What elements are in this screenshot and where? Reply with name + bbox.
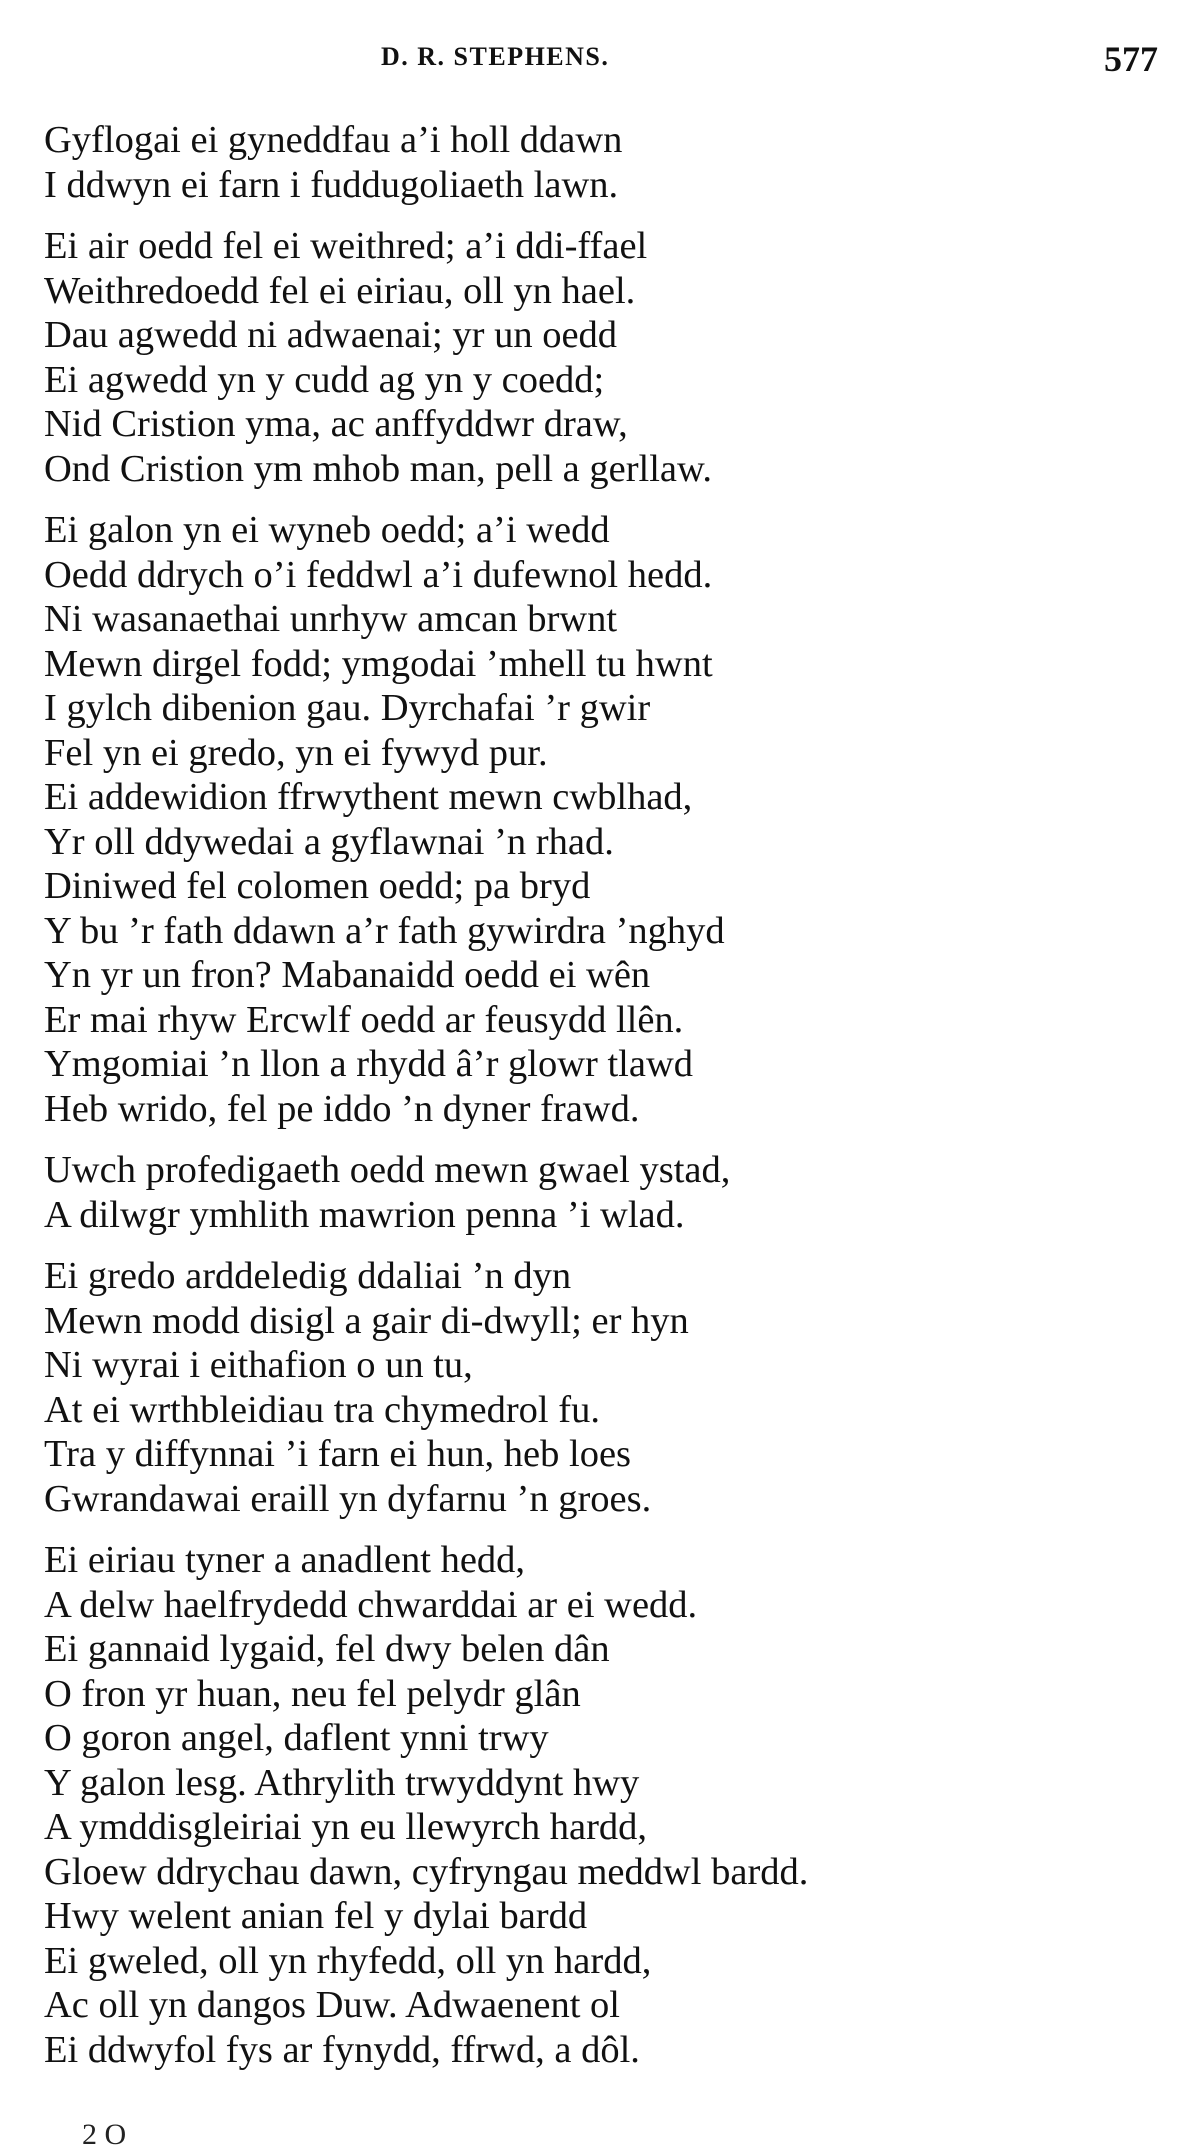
- poem-line: Gyflogai ei gyneddfau a’i holl ddawn: [44, 119, 623, 161]
- stanza-1: [44, 118, 1164, 207]
- poem-line: Ei agwedd yn y cudd ag yn y coedd;: [44, 358, 605, 401]
- poem-line: Ei addewidion ffrwythent mewn cwblhad,: [44, 776, 693, 818]
- poem-line: Ei galon yn ei wyneb oedd; a’i wedd: [44, 509, 610, 551]
- poem-line: At ei wrthbleidiau tra chymedrol fu.: [44, 1388, 600, 1431]
- poem-line: Yr oll ddywedai a gyflawnai ’n rhad.: [44, 820, 614, 863]
- poem-line: Gloew ddrychau dawn, cyfryngau meddwl bardd.: [44, 1850, 809, 1893]
- poem-line: A dilwgr ymhlith mawrion penna ’i wlad.: [44, 1193, 685, 1236]
- poem-line: Ni wasanaethai unrhyw amcan brwnt: [44, 598, 618, 640]
- poem-line: Y bu ’r fath ddawn a’r fath gywirdra ’nghyd: [44, 909, 725, 952]
- poem-line: Dau agwedd ni adwaenai; yr un oedd: [44, 314, 618, 356]
- stanza-5: [44, 1254, 1164, 1521]
- poem-line: Fel yn ei gredo, yn ei fywyd pur.: [44, 731, 548, 774]
- running-head: [0, 38, 1177, 78]
- poem-line: Heb wrido, fel pe iddo ’n dyner frawd.: [44, 1087, 640, 1130]
- stanza-6: [44, 1538, 1164, 2072]
- poem-line: A ymddisgleiriai yn eu llewyrch hardd,: [44, 1806, 648, 1848]
- running-title: D. R. STEPHENS.: [381, 42, 610, 71]
- stanza-3: [44, 508, 1164, 1131]
- stanza-4: [44, 1148, 1164, 1237]
- poem-line: Hwy welent anian fel y dylai bardd: [44, 1895, 588, 1937]
- poem-line: Uwch profedigaeth oedd mewn gwael ystad,: [44, 1149, 731, 1191]
- poem-line: A delw haelfrydedd chwarddai ar ei wedd.: [44, 1583, 698, 1626]
- poem-line: Ei air oedd fel ei weithred; a’i ddi-ffael: [44, 225, 648, 267]
- poem: [44, 118, 1164, 2089]
- poem-line: Ac oll yn dangos Duw. Adwaenent ol: [44, 1984, 620, 2026]
- poem-line: Ei gredo arddeledig ddaliai ’n dyn: [44, 1255, 572, 1297]
- poem-line: I gylch dibenion gau. Dyrchafai ’r gwir: [44, 687, 651, 729]
- poem-line: Ei gannaid lygaid, fel dwy belen dân: [44, 1628, 610, 1670]
- poem-line: I ddwyn ei farn i fuddugoliaeth lawn.: [44, 163, 619, 206]
- poem-line: Tra y diffynnai ’i farn ei hun, heb loes: [44, 1433, 632, 1475]
- signature-mark: 2 O: [82, 2118, 127, 2151]
- poem-line: Gwrandawai eraill yn dyfarnu ’n groes.: [44, 1477, 652, 1520]
- poem-line: Er mai rhyw Ercwlf oedd ar feusydd llên.: [44, 998, 684, 1041]
- poem-line: O fron yr huan, neu fel pelydr glân: [44, 1672, 581, 1715]
- poem-line: Diniwed fel colomen oedd; pa bryd: [44, 865, 591, 907]
- poem-line: Yn yr un fron? Mabanaidd oedd ei wên: [44, 954, 651, 996]
- stanza-2: [44, 224, 1164, 491]
- poem-line: Ei eiriau tyner a anadlent hedd,: [44, 1539, 526, 1581]
- poem-line: O goron angel, daflent ynni trwy: [44, 1717, 549, 1759]
- page-number: 577: [1104, 39, 1158, 79]
- poem-line: Mewn modd disigl a gair di-dwyll; er hyn: [44, 1299, 689, 1342]
- poem-line: Ei gweled, oll yn rhyfedd, oll yn hardd,: [44, 1939, 652, 1982]
- poem-line: Y galon lesg. Athrylith trwyddynt hwy: [44, 1761, 640, 1804]
- poem-line: Ei ddwyfol fys ar fynydd, ffrwd, a dôl.: [44, 2028, 640, 2071]
- poem-line: Ymgomiai ’n llon a rhydd â’r glowr tlawd: [44, 1043, 694, 1085]
- poem-line: Nid Cristion yma, ac anffyddwr draw,: [44, 403, 628, 445]
- poem-line: Weithredoedd fel ei eiriau, oll yn hael.: [44, 269, 636, 312]
- poem-line: Mewn dirgel fodd; ymgodai ’mhell tu hwnt: [44, 642, 713, 685]
- poem-line: Ni wyrai i eithafion o un tu,: [44, 1344, 473, 1386]
- poem-line: Oedd ddrych o’i feddwl a’i dufewnol hedd.: [44, 553, 713, 596]
- poem-line: Ond Cristion ym mhob man, pell a gerllaw.: [44, 447, 712, 490]
